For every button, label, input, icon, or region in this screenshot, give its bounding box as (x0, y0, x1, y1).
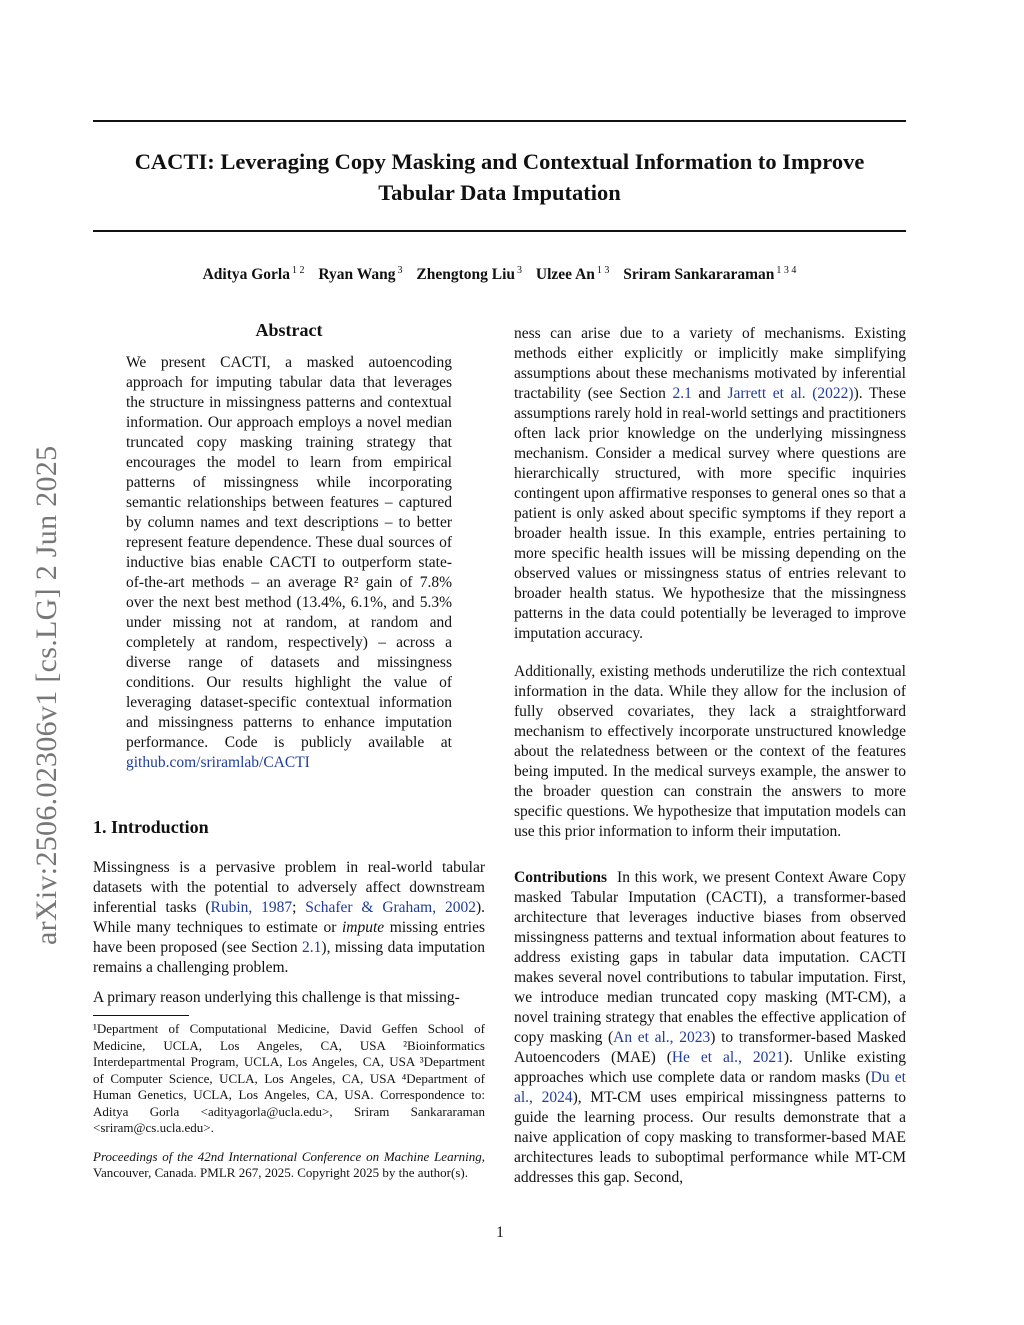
intro-paragraph-1: Missingness is a pervasive problem in real-world tabular datasets with the potential to adversely affect downstream inferential tasks (Rubin, 1987; Schafer & Graham, 2002). While many techniques to estimate or impute missing entries have been proposed (see Section 2.1), missing data imputation remains a challenging problem. (93, 859, 485, 976)
author: Ryan Wang $^3$ (318, 265, 403, 284)
left-column (93, 320, 485, 1182)
paper-title (93, 146, 906, 208)
code-link[interactable]: github.com/sriramlab/CACTI (126, 754, 310, 771)
citation-link[interactable]: Schafer & Graham, 2002 (305, 899, 476, 916)
section-ref-link[interactable]: 2.1 (672, 385, 692, 402)
abstract-body: We present CACTI, a masked autoencoding approach for imputing tabular data that leverages the structure in missingness patterns and contextual information. Our approach employs a novel median truncated copy masking training strategy that encourages the model to learn from empirical patterns of missingness while incorporating semantic relationships between features – captured by column names and text descriptions – to better represent feature dependence. These dual sources of inductive bias enable CACTI to outperform state-of-the-art methods – an average R² gain of 7.8% over the next best method (13.4%, 6.1%, and 5.3% under missing not at random, at random and completely at random, respectively) – across a diverse range of datasets and missingness conditions. Our results highlight the value of leveraging dataset-specific contextual information and missingness patterns to enhance imputation performance. Code is publicly available at github.com/sriramlab/CACTI (126, 354, 452, 771)
abstract-heading: Abstract (255, 320, 323, 340)
footnote-rule (93, 1015, 189, 1016)
author: Sriram Sankararaman $^{1 3 4}$ (623, 265, 797, 284)
section-heading-introduction: 1. Introduction (93, 817, 209, 837)
title-line-1: CACTI: Leveraging Copy Masking and Contextual Information to Improve (134, 149, 865, 174)
intro-paragraph-2: A primary reason underlying this challenge is that missing- (93, 989, 460, 1006)
citation-link[interactable]: Jarrett et al. (2022) (727, 385, 854, 402)
arxiv-identifier: arXiv:2506.02306v1 [cs.LG] 2 Jun 2025 (30, 445, 63, 945)
page-number: 1 (496, 1224, 504, 1241)
right-column (514, 324, 906, 1188)
right-paragraph-2: Additionally, existing methods underutilize the rich contextual information in the data. While they allow for the inclusion of fully observed covariates, they lack a straightforward mechanism to effectively incorporate unstructured knowledge about the relatedness between or the context of the features being imputed. In the medical surveys example, the answer to the broader question can constrain the answers to more specific questions. We hypothesize that imputation models can use this prior information to inform their imputation. (514, 663, 906, 840)
section-ref-link[interactable]: 2.1 (302, 939, 322, 956)
citation-link[interactable]: Rubin, 1987 (210, 899, 293, 916)
top-rule (93, 120, 906, 122)
author-list (93, 265, 906, 284)
affiliations-footnote: ¹Department of Computational Medicine, David Geffen School of Medicine, UCLA, Los Angeles, CA, USA ²Bioinformatics Interdepartmental Program, UCLA, Los Angeles, CA, USA ³Department of Computer Science, UCLA, Los Angeles, CA, USA ⁴Department of Human Genetics, UCLA, Los Angeles, CA, USA. Correspondence to: Aditya Gorla <adityagorla@ucla.edu>, Sriram Sankararaman <sriram@cs.ucla.edu>. (93, 1021, 485, 1135)
citation-link[interactable]: An et al., 2023 (613, 1029, 711, 1046)
bottom-rule (93, 230, 906, 232)
citation-link[interactable]: He et al., 2021 (671, 1049, 784, 1066)
contributions-heading: Contributions (514, 869, 608, 886)
contributions-paragraph: Contributions In this work, we present Context Aware Copy masked Tabular Imputation (CACTI), a transformer-based architecture that leverages inductive biases from observed missingness patterns and textual information about features to address existing gaps in tabular data imputation. CACTI makes several novel contributions to tabular imputation. First, we introduce median truncated copy masking (MT-CM), a novel training strategy that enables the effective application of copy masking (An et al., 2023) to transformer-based Masked Autoencoders (MAE) (He et al., 2021). Unlike existing approaches which use complete data or random masks (Du et al., 2024), MT-CM uses empirical missingness patterns to guide the learning process. Our results demonstrate that a naive application of copy masking to transformer-based MAE architectures leads to suboptimal performance while MT-CM addresses this gap. Second, (514, 869, 907, 1186)
title-line-2: Tabular Data Imputation (378, 180, 621, 205)
proceedings-note: Proceedings of the 42nd International Conference on Machine Learning, Vancouver, Canada. PMLR 267, 2025. Copyright 2025 by the author(s). (93, 1148, 485, 1180)
citation-link[interactable]: Du et al., 2024 (514, 1069, 906, 1106)
author: Zhengtong Liu $^3$ (416, 265, 523, 284)
right-paragraph-1: ness can arise due to a variety of mechanisms. Existing methods either explicitly or implicitly make simplifying assumptions about these mechanisms motivated by inferential tractability (see Section 2.1 and Jarrett et al. (2022)). These assumptions rarely hold in real-world settings and practitioners often lack prior knowledge on the underlying missingness mechanism. Consider a medical survey where questions are hierarchically structured, with more specific inquiries contingent upon affirmative responses to general ones so that a patient is only asked about specific symptoms if they report a broader health issue. In this example, entries pertaining to more specific health issues will be missing depending on the observed values or missingness status of entries relevant to broader health status. We hypothesize that the missingness patterns in the data could potentially be leveraged to improve imputation accuracy. (514, 325, 906, 642)
author: Ulzee An $^{1 3}$ (535, 265, 610, 284)
author: Aditya Gorla $^{1 2}$ (202, 265, 305, 284)
